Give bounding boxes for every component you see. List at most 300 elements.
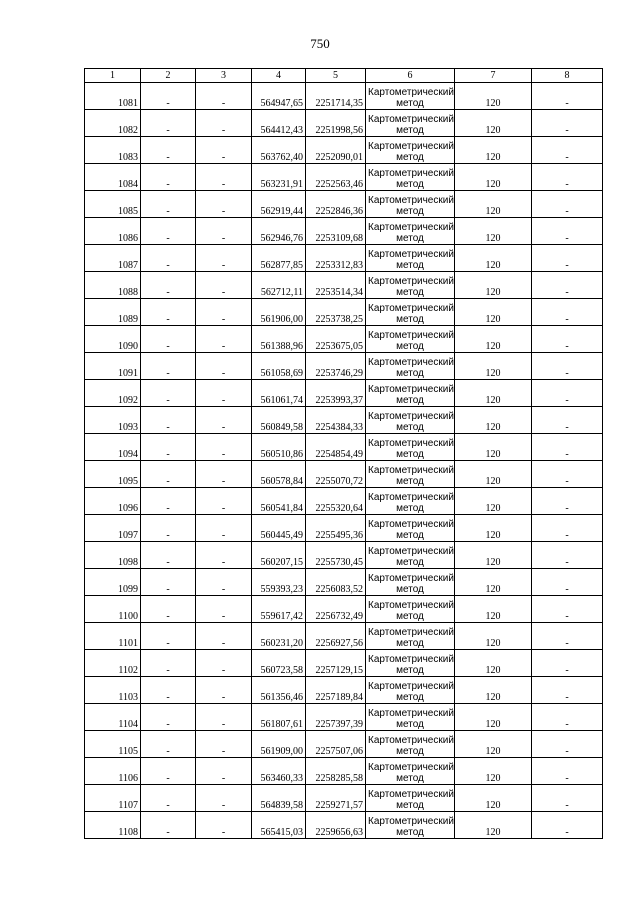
- column-8-cell: -: [532, 785, 603, 812]
- table-row: [85, 380, 603, 407]
- page-number: 750: [310, 36, 330, 51]
- coordinates-table: [84, 68, 603, 839]
- method-line-2: метод: [396, 422, 424, 433]
- method-cell: [366, 110, 455, 137]
- method-line-1: Картометрический: [368, 519, 454, 530]
- x-coordinate-cell: 562946,76: [252, 218, 306, 245]
- y-coordinate-cell: 2255320,64: [306, 488, 366, 515]
- method-line-1: Картометрический: [368, 87, 454, 98]
- column-2-cell: -: [141, 569, 196, 596]
- table-row: [85, 272, 603, 299]
- x-coordinate-cell: 563762,40: [252, 137, 306, 164]
- column-8-cell: -: [532, 731, 603, 758]
- accuracy-cell: 120: [455, 272, 532, 299]
- x-coordinate-cell: 560578,84: [252, 461, 306, 488]
- column-8-cell: -: [532, 623, 603, 650]
- x-coordinate-cell: 561058,69: [252, 353, 306, 380]
- column-3-cell: -: [196, 677, 252, 704]
- column-2-cell: -: [141, 623, 196, 650]
- method-line-2: метод: [396, 341, 424, 352]
- column-3-cell: -: [196, 434, 252, 461]
- column-8-cell: -: [532, 245, 603, 272]
- method-line-2: метод: [396, 665, 424, 676]
- point-number-cell: 1081: [85, 83, 141, 110]
- x-coordinate-cell: 561356,46: [252, 677, 306, 704]
- accuracy-cell: 120: [455, 812, 532, 839]
- x-coordinate-cell: 561906,00: [252, 299, 306, 326]
- method-line-2: метод: [396, 557, 424, 568]
- method-cell: [366, 407, 455, 434]
- column-8-cell: -: [532, 650, 603, 677]
- accuracy-cell: 120: [455, 407, 532, 434]
- accuracy-cell: 120: [455, 380, 532, 407]
- column-2-cell: -: [141, 488, 196, 515]
- method-cell: [366, 731, 455, 758]
- column-3-cell: -: [196, 272, 252, 299]
- y-coordinate-cell: 2258285,58: [306, 758, 366, 785]
- method-line-1: Картометрический: [368, 627, 454, 638]
- method-line-1: Картометрический: [368, 708, 454, 719]
- table-row: [85, 731, 603, 758]
- x-coordinate-cell: 560207,15: [252, 542, 306, 569]
- method-cell: [366, 623, 455, 650]
- column-2-cell: -: [141, 137, 196, 164]
- accuracy-cell: 120: [455, 434, 532, 461]
- x-coordinate-cell: 564412,43: [252, 110, 306, 137]
- point-number-cell: 1105: [85, 731, 141, 758]
- table-row: [85, 137, 603, 164]
- method-line-2: метод: [396, 719, 424, 730]
- accuracy-cell: 120: [455, 461, 532, 488]
- method-line-1: Картометрический: [368, 303, 454, 314]
- y-coordinate-cell: 2256083,52: [306, 569, 366, 596]
- method-line-2: метод: [396, 773, 424, 784]
- column-3-cell: -: [196, 110, 252, 137]
- table-row: [85, 461, 603, 488]
- method-line-1: Картометрический: [368, 195, 454, 206]
- point-number-cell: 1086: [85, 218, 141, 245]
- method-line-1: Картометрический: [368, 762, 454, 773]
- accuracy-cell: 120: [455, 245, 532, 272]
- method-cell: [366, 650, 455, 677]
- column-3-cell: -: [196, 515, 252, 542]
- method-cell: [366, 758, 455, 785]
- table-row: [85, 758, 603, 785]
- column-8-cell: -: [532, 542, 603, 569]
- accuracy-cell: 120: [455, 704, 532, 731]
- column-8-cell: -: [532, 326, 603, 353]
- method-line-1: Картометрический: [368, 735, 454, 746]
- header-cell: 3: [196, 69, 252, 83]
- accuracy-cell: 120: [455, 83, 532, 110]
- column-3-cell: -: [196, 380, 252, 407]
- method-line-2: метод: [396, 530, 424, 541]
- y-coordinate-cell: 2254854,49: [306, 434, 366, 461]
- accuracy-cell: 120: [455, 515, 532, 542]
- method-cell: [366, 461, 455, 488]
- method-line-1: Картометрический: [368, 384, 454, 395]
- column-3-cell: -: [196, 461, 252, 488]
- method-line-2: метод: [396, 476, 424, 487]
- method-line-1: Картометрический: [368, 114, 454, 125]
- column-2-cell: -: [141, 110, 196, 137]
- column-8-cell: -: [532, 704, 603, 731]
- method-line-2: метод: [396, 827, 424, 838]
- column-8-cell: -: [532, 758, 603, 785]
- method-line-2: метод: [396, 287, 424, 298]
- y-coordinate-cell: 2253109,68: [306, 218, 366, 245]
- x-coordinate-cell: 564839,58: [252, 785, 306, 812]
- x-coordinate-cell: 562919,44: [252, 191, 306, 218]
- method-cell: [366, 299, 455, 326]
- point-number-cell: 1100: [85, 596, 141, 623]
- x-coordinate-cell: 560231,20: [252, 623, 306, 650]
- accuracy-cell: 120: [455, 542, 532, 569]
- method-line-1: Картометрический: [368, 438, 454, 449]
- y-coordinate-cell: 2256927,56: [306, 623, 366, 650]
- table-row: [85, 83, 603, 110]
- method-line-2: метод: [396, 152, 424, 163]
- column-8-cell: -: [532, 272, 603, 299]
- x-coordinate-cell: 564947,65: [252, 83, 306, 110]
- y-coordinate-cell: 2252846,36: [306, 191, 366, 218]
- accuracy-cell: 120: [455, 110, 532, 137]
- method-line-1: Картометрический: [368, 141, 454, 152]
- column-2-cell: -: [141, 326, 196, 353]
- table-row: [85, 299, 603, 326]
- accuracy-cell: 120: [455, 191, 532, 218]
- column-8-cell: -: [532, 299, 603, 326]
- x-coordinate-cell: 560723,58: [252, 650, 306, 677]
- method-line-2: метод: [396, 503, 424, 514]
- method-line-1: Картометрический: [368, 249, 454, 260]
- column-2-cell: -: [141, 785, 196, 812]
- column-3-cell: -: [196, 353, 252, 380]
- x-coordinate-cell: 561388,96: [252, 326, 306, 353]
- table-header-row: [85, 69, 603, 83]
- method-line-1: Картометрический: [368, 573, 454, 584]
- point-number-cell: 1101: [85, 623, 141, 650]
- header-cell: 6: [366, 69, 455, 83]
- method-line-2: метод: [396, 449, 424, 460]
- column-8-cell: -: [532, 488, 603, 515]
- table-row: [85, 623, 603, 650]
- y-coordinate-cell: 2255730,45: [306, 542, 366, 569]
- accuracy-cell: 120: [455, 677, 532, 704]
- column-3-cell: -: [196, 218, 252, 245]
- y-coordinate-cell: 2253675,05: [306, 326, 366, 353]
- point-number-cell: 1095: [85, 461, 141, 488]
- method-cell: [366, 191, 455, 218]
- x-coordinate-cell: 560445,49: [252, 515, 306, 542]
- point-number-cell: 1083: [85, 137, 141, 164]
- column-8-cell: -: [532, 407, 603, 434]
- column-3-cell: -: [196, 542, 252, 569]
- method-line-1: Картометрический: [368, 492, 454, 503]
- column-3-cell: -: [196, 488, 252, 515]
- method-cell: [366, 704, 455, 731]
- column-2-cell: -: [141, 299, 196, 326]
- method-line-2: метод: [396, 233, 424, 244]
- column-3-cell: -: [196, 326, 252, 353]
- table-row: [85, 326, 603, 353]
- column-8-cell: -: [532, 110, 603, 137]
- point-number-cell: 1082: [85, 110, 141, 137]
- column-3-cell: -: [196, 569, 252, 596]
- column-8-cell: -: [532, 164, 603, 191]
- method-line-2: метод: [396, 638, 424, 649]
- table-row: [85, 110, 603, 137]
- column-3-cell: -: [196, 299, 252, 326]
- header-cell: 2: [141, 69, 196, 83]
- method-cell: [366, 677, 455, 704]
- method-cell: [366, 137, 455, 164]
- x-coordinate-cell: 560849,58: [252, 407, 306, 434]
- y-coordinate-cell: 2256732,49: [306, 596, 366, 623]
- point-number-cell: 1098: [85, 542, 141, 569]
- method-line-2: метод: [396, 800, 424, 811]
- method-cell: [366, 515, 455, 542]
- column-3-cell: -: [196, 785, 252, 812]
- column-2-cell: -: [141, 731, 196, 758]
- method-cell: [366, 353, 455, 380]
- method-cell: [366, 245, 455, 272]
- column-2-cell: -: [141, 434, 196, 461]
- accuracy-cell: 120: [455, 650, 532, 677]
- point-number-cell: 1107: [85, 785, 141, 812]
- accuracy-cell: 120: [455, 326, 532, 353]
- column-3-cell: -: [196, 245, 252, 272]
- header-cell: 1: [85, 69, 141, 83]
- method-line-1: Картометрический: [368, 600, 454, 611]
- column-2-cell: -: [141, 245, 196, 272]
- column-3-cell: -: [196, 650, 252, 677]
- y-coordinate-cell: 2252090,01: [306, 137, 366, 164]
- point-number-cell: 1102: [85, 650, 141, 677]
- column-3-cell: -: [196, 191, 252, 218]
- method-cell: [366, 542, 455, 569]
- column-2-cell: -: [141, 812, 196, 839]
- column-8-cell: -: [532, 434, 603, 461]
- x-coordinate-cell: 560510,86: [252, 434, 306, 461]
- method-line-1: Картометрический: [368, 357, 454, 368]
- column-2-cell: -: [141, 407, 196, 434]
- method-line-2: метод: [396, 611, 424, 622]
- column-8-cell: -: [532, 515, 603, 542]
- accuracy-cell: 120: [455, 623, 532, 650]
- table-row: [85, 542, 603, 569]
- table-row: [85, 596, 603, 623]
- method-line-1: Картометрический: [368, 816, 454, 827]
- method-line-2: метод: [396, 125, 424, 136]
- header-cell: 4: [252, 69, 306, 83]
- method-line-1: Картометрический: [368, 276, 454, 287]
- method-cell: [366, 569, 455, 596]
- method-cell: [366, 488, 455, 515]
- y-coordinate-cell: 2253514,34: [306, 272, 366, 299]
- column-2-cell: -: [141, 650, 196, 677]
- column-2-cell: -: [141, 596, 196, 623]
- method-line-2: метод: [396, 314, 424, 325]
- point-number-cell: 1088: [85, 272, 141, 299]
- x-coordinate-cell: 561061,74: [252, 380, 306, 407]
- y-coordinate-cell: 2259656,63: [306, 812, 366, 839]
- x-coordinate-cell: 562712,11: [252, 272, 306, 299]
- method-line-2: метод: [396, 179, 424, 190]
- point-number-cell: 1091: [85, 353, 141, 380]
- method-cell: [366, 596, 455, 623]
- method-line-1: Картометрический: [368, 681, 454, 692]
- method-line-2: метод: [396, 692, 424, 703]
- column-3-cell: -: [196, 623, 252, 650]
- column-3-cell: -: [196, 83, 252, 110]
- table-row: [85, 650, 603, 677]
- y-coordinate-cell: 2253993,37: [306, 380, 366, 407]
- column-2-cell: -: [141, 542, 196, 569]
- point-number-cell: 1092: [85, 380, 141, 407]
- y-coordinate-cell: 2253746,29: [306, 353, 366, 380]
- y-coordinate-cell: 2253312,83: [306, 245, 366, 272]
- column-2-cell: -: [141, 218, 196, 245]
- column-3-cell: -: [196, 164, 252, 191]
- table-row: [85, 164, 603, 191]
- method-line-2: метод: [396, 584, 424, 595]
- method-line-2: метод: [396, 395, 424, 406]
- point-number-cell: 1085: [85, 191, 141, 218]
- method-cell: [366, 434, 455, 461]
- y-coordinate-cell: 2252563,46: [306, 164, 366, 191]
- y-coordinate-cell: 2251998,56: [306, 110, 366, 137]
- method-line-1: Картометрический: [368, 546, 454, 557]
- column-8-cell: -: [532, 137, 603, 164]
- table-row: [85, 191, 603, 218]
- method-line-1: Картометрический: [368, 330, 454, 341]
- point-number-cell: 1097: [85, 515, 141, 542]
- accuracy-cell: 120: [455, 569, 532, 596]
- accuracy-cell: 120: [455, 299, 532, 326]
- column-8-cell: -: [532, 812, 603, 839]
- table-row: [85, 407, 603, 434]
- y-coordinate-cell: 2255495,36: [306, 515, 366, 542]
- method-line-2: метод: [396, 368, 424, 379]
- table-row: [85, 677, 603, 704]
- point-number-cell: 1090: [85, 326, 141, 353]
- method-line-1: Картометрический: [368, 411, 454, 422]
- y-coordinate-cell: 2257129,15: [306, 650, 366, 677]
- method-cell: [366, 164, 455, 191]
- accuracy-cell: 120: [455, 488, 532, 515]
- header-cell: 8: [532, 69, 603, 83]
- table-row: [85, 353, 603, 380]
- column-3-cell: -: [196, 812, 252, 839]
- column-8-cell: -: [532, 569, 603, 596]
- table-row: [85, 704, 603, 731]
- table-row: [85, 488, 603, 515]
- point-number-cell: 1089: [85, 299, 141, 326]
- point-number-cell: 1094: [85, 434, 141, 461]
- accuracy-cell: 120: [455, 218, 532, 245]
- column-3-cell: -: [196, 407, 252, 434]
- column-8-cell: -: [532, 461, 603, 488]
- y-coordinate-cell: 2251714,35: [306, 83, 366, 110]
- header-cell: 5: [306, 69, 366, 83]
- point-number-cell: 1084: [85, 164, 141, 191]
- y-coordinate-cell: 2257397,39: [306, 704, 366, 731]
- x-coordinate-cell: 565415,03: [252, 812, 306, 839]
- point-number-cell: 1106: [85, 758, 141, 785]
- column-3-cell: -: [196, 758, 252, 785]
- point-number-cell: 1099: [85, 569, 141, 596]
- point-number-cell: 1103: [85, 677, 141, 704]
- column-3-cell: -: [196, 137, 252, 164]
- accuracy-cell: 120: [455, 731, 532, 758]
- table-row: [85, 245, 603, 272]
- y-coordinate-cell: 2254384,33: [306, 407, 366, 434]
- method-line-2: метод: [396, 260, 424, 271]
- x-coordinate-cell: 559617,42: [252, 596, 306, 623]
- method-cell: [366, 380, 455, 407]
- column-2-cell: -: [141, 758, 196, 785]
- column-8-cell: -: [532, 218, 603, 245]
- method-line-1: Картометрический: [368, 222, 454, 233]
- header-cell: 7: [455, 69, 532, 83]
- column-8-cell: -: [532, 353, 603, 380]
- table-row: [85, 218, 603, 245]
- table-row: [85, 569, 603, 596]
- column-3-cell: -: [196, 731, 252, 758]
- method-cell: [366, 785, 455, 812]
- method-cell: [366, 812, 455, 839]
- y-coordinate-cell: 2257507,06: [306, 731, 366, 758]
- method-line-1: Картометрический: [368, 465, 454, 476]
- column-8-cell: -: [532, 83, 603, 110]
- column-3-cell: -: [196, 596, 252, 623]
- x-coordinate-cell: 561909,00: [252, 731, 306, 758]
- table-row: [85, 515, 603, 542]
- column-2-cell: -: [141, 164, 196, 191]
- column-2-cell: -: [141, 83, 196, 110]
- point-number-cell: 1108: [85, 812, 141, 839]
- y-coordinate-cell: 2259271,57: [306, 785, 366, 812]
- accuracy-cell: 120: [455, 785, 532, 812]
- point-number-cell: 1096: [85, 488, 141, 515]
- point-number-cell: 1087: [85, 245, 141, 272]
- accuracy-cell: 120: [455, 353, 532, 380]
- accuracy-cell: 120: [455, 758, 532, 785]
- column-2-cell: -: [141, 677, 196, 704]
- method-line-2: метод: [396, 206, 424, 217]
- method-line-1: Картометрический: [368, 654, 454, 665]
- accuracy-cell: 120: [455, 137, 532, 164]
- point-number-cell: 1104: [85, 704, 141, 731]
- column-8-cell: -: [532, 380, 603, 407]
- column-2-cell: -: [141, 515, 196, 542]
- method-line-1: Картометрический: [368, 168, 454, 179]
- column-2-cell: -: [141, 353, 196, 380]
- method-line-2: метод: [396, 746, 424, 757]
- column-2-cell: -: [141, 704, 196, 731]
- table-row: [85, 812, 603, 839]
- y-coordinate-cell: 2253738,25: [306, 299, 366, 326]
- column-2-cell: -: [141, 191, 196, 218]
- column-8-cell: -: [532, 596, 603, 623]
- x-coordinate-cell: 562877,85: [252, 245, 306, 272]
- y-coordinate-cell: 2257189,84: [306, 677, 366, 704]
- y-coordinate-cell: 2255070,72: [306, 461, 366, 488]
- x-coordinate-cell: 560541,84: [252, 488, 306, 515]
- column-8-cell: -: [532, 677, 603, 704]
- column-2-cell: -: [141, 272, 196, 299]
